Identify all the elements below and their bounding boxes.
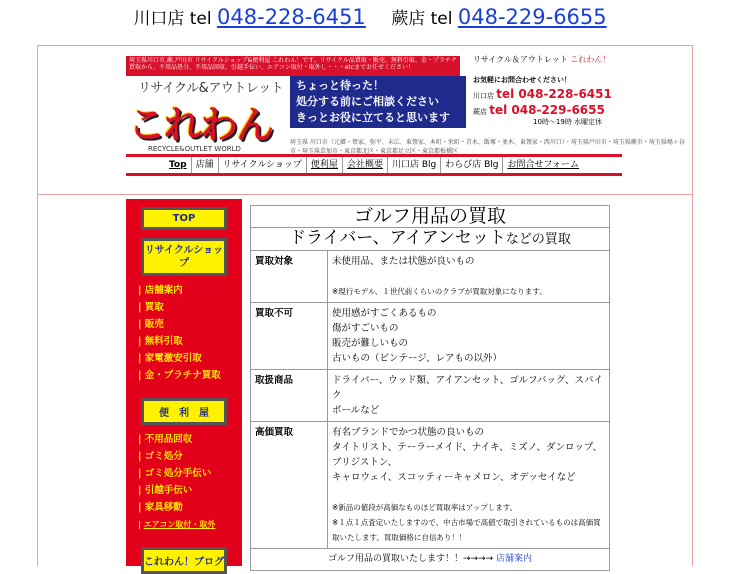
row-label: 取扱商品 (251, 370, 328, 422)
sidebar-link-aircon[interactable]: | エアコン取付・取外 (138, 520, 216, 529)
row-label: 買取不可 (251, 303, 328, 370)
slogan-line: ちょっと待った！ (296, 79, 384, 92)
warabi-tel-link[interactable]: 048-229-6655 (457, 5, 607, 29)
contact-prompt: お気軽にお問合わせください！ (473, 76, 571, 84)
slogan-box (290, 76, 466, 128)
row-label: 買取対象 (251, 251, 328, 303)
table-row (251, 251, 610, 303)
kawaguchi-tel-link[interactable]: 048-228-6451 (217, 5, 366, 29)
golf-buyback-table (250, 205, 610, 571)
row-value: ドライバー、ウッド類、アイアンセット、ゴルフバッグ、スパイク ボールなど (328, 370, 610, 422)
header-contact (473, 54, 683, 127)
nav-recycle-shop[interactable]: リサイクルショップ (218, 157, 306, 173)
page-title: ゴルフ用品の買取 (251, 206, 610, 228)
shop-name: リサイクル＆アウトレット これわん！ (473, 55, 611, 64)
sidebar-benriya-button[interactable]: 便 利 屋 (141, 398, 227, 425)
table-row (251, 303, 610, 370)
row-value: 未使用品、または状態が良いもの ※現行モデル、１世代前くらいのクラブが買取対象になります。 (328, 251, 610, 303)
row-value: 有名ブランドでかつ状態の良いもの タイトリスト、テーラーメイド、ナイキ、ミズノ、ダンロップ、ブリジストン、 キャロウェイ、スコッティーキャメロン、オデッセイなど ※新品の値段が高価なものほど買取率はアップします。 ※１点１点査定いたしますので、中古市場で高値で取引されているものは高価買取いたします。買取価格に自信あり！！ (328, 422, 610, 549)
sidebar-link-junk-collection[interactable]: | 不用品回収 (138, 434, 193, 445)
row-value: 使用感がすごくあるもの 傷がすごいもの 販売が難しいもの 古いもの（ビンテージ、レアもの以外） (328, 303, 610, 370)
sidebar (126, 199, 242, 566)
divider (38, 194, 692, 195)
service-areas: 埼玉県 川口市（元郷・領家、弥平、末広、東領家、本町・栄町・青木、飯塚・並木、東領家・西川口）・埼玉県戸田市・埼玉県蕨市・埼玉県鳩ヶ谷市・埼玉県草加市・東京都北区・東京都足立区・東京都板橋区 (290, 139, 685, 155)
table-row (251, 422, 610, 549)
sidebar-link-store-guide[interactable]: | 店舗案内 (138, 285, 183, 296)
slogan-line: きっとお役に立てると思います (296, 111, 450, 124)
business-hours: 10時〜19時 水曜定休 (533, 118, 603, 126)
slogan-line: 処分する前にご相談ください (296, 95, 439, 108)
top-phone-bar (0, 4, 740, 29)
nav-top[interactable]: Top (168, 160, 187, 170)
sidebar-link-garbage-disposal[interactable]: | ゴミ処分 (138, 451, 183, 462)
sidebar-link-furniture-moving[interactable]: | 家具移動 (138, 502, 183, 513)
sidebar-link-moving-help[interactable]: | 引越手伝い (138, 485, 193, 496)
sidebar-recycle-button[interactable]: リサイクルショップ (141, 238, 227, 276)
main-nav (126, 154, 622, 176)
logo-wordmark: これわん (128, 103, 273, 147)
sidebar-top-button[interactable]: TOP (141, 207, 227, 230)
store-guide-link[interactable]: 店舗案内 (496, 554, 533, 564)
sidebar-link-free-pickup[interactable]: | 無料引取 (138, 336, 183, 347)
tel-kawaguchi: 川口店 tel 048-228-6451 (473, 87, 612, 101)
warabi-label: 蕨店 tel (391, 9, 453, 29)
nav-benriya[interactable]: 便利屋 (306, 157, 342, 173)
nav-warabi-blog[interactable]: わらび店 Blg (440, 157, 502, 173)
logo-subtitle: RECYCLE&OUTLET WORLD (148, 145, 241, 153)
page-subtitle: ドライバー、アイアンセットなどの買取 (251, 228, 610, 251)
logo-tagline: リサイクル&アウトレット (138, 81, 284, 96)
sidebar-link-appliance-pickup[interactable]: | 家電激安引取 (138, 353, 202, 364)
table-row (251, 370, 610, 422)
tel-warabi: 蕨店 tel 048-229-6655 (473, 103, 605, 117)
nav-contact-form[interactable]: お問合せフォーム (502, 157, 583, 173)
row-label: 高価買取 (251, 422, 328, 549)
sidebar-link-buy[interactable]: | 買取 (138, 302, 164, 313)
nav-company[interactable]: 会社概要 (342, 157, 387, 173)
sidebar-link-sell[interactable]: | 販売 (138, 319, 164, 330)
main-content (250, 205, 610, 571)
page-frame (37, 45, 693, 566)
kawaguchi-label: 川口店 tel (133, 9, 212, 29)
sidebar-link-gold-platinum[interactable]: | 金・プラチナ買取 (138, 370, 221, 381)
nav-kawaguchi-blog[interactable]: 川口店 Blg (387, 157, 440, 173)
header-strip: 埼玉県川口市,蕨,戸田市 リサイクルショップ&便利屋 これわん！です。リサイクル品買取・販売、無料引取、金・プラチナ買取から、不用品処分、不用品回収、引越手伝い、エアコン取付・取外し・・・etcまでお任せください！ (126, 56, 460, 76)
sidebar-link-garbage-help[interactable]: | ゴミ処分手伝い (138, 468, 212, 479)
nav-stores[interactable]: 店舗 (191, 157, 218, 173)
footer-row: ゴルフ用品の買取いたします！！→→→→ 店舗案内 (251, 549, 610, 571)
sidebar-blog-button[interactable]: これわん！ブログ (141, 547, 227, 574)
